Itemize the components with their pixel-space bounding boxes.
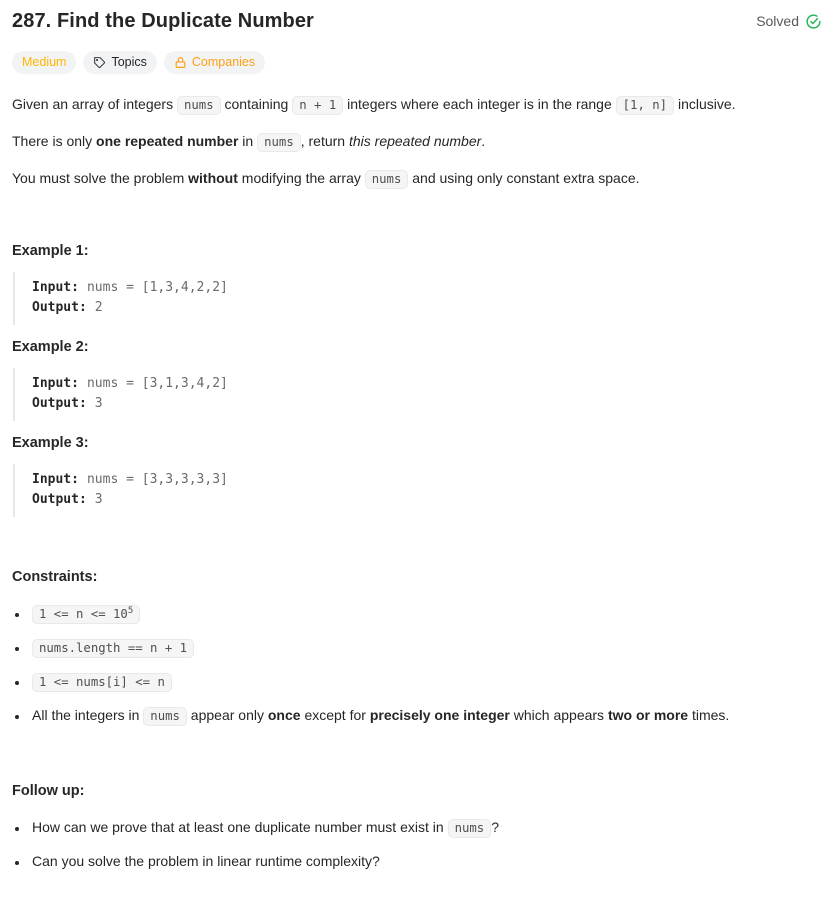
followup-item: • How can we prove that at least one duplicate number must exist in nums ? [29,817,822,838]
example-pre [13,464,822,517]
followup-item: • Can you solve the problem in linear runtime complexity? [29,851,822,872]
followup-list [12,817,822,872]
example-block [12,434,822,517]
inline-code: nums.length == n + 1 [32,639,194,658]
example-pre [13,368,822,421]
inline-code: nums [365,170,409,189]
inline-code: [1, n] [616,96,674,115]
section-gap [12,739,822,782]
example-output-line [32,298,822,318]
section-gap [12,205,822,242]
example-pre [13,272,822,325]
page-title: 287. Find the Duplicate Number [12,10,314,32]
example-output-line [32,394,822,414]
example-heading: Example 1: [12,243,89,259]
input-label: Input: [32,376,79,391]
constraint-item [29,637,822,658]
inline-code: n + 1 [292,96,343,115]
input-label: Input: [32,280,79,295]
constraints-heading: Constraints: [12,569,98,585]
companies-button[interactable] [164,51,265,74]
followup-heading: Follow up: [12,783,85,799]
constraint-item: • All the integers in nums appear only once except for precisely one integer which appears two or more times. [29,705,822,726]
example-input-line [32,278,822,298]
input-label: Input: [32,472,79,487]
example-block [12,242,822,325]
description-paragraph: You must solve the problem without modifying the array nums and using only constant extra space. [12,168,822,189]
topics-label: Topics [111,55,147,69]
example-heading: Example 3: [12,435,89,451]
constraint-item [29,603,822,624]
example-output-line [32,490,822,510]
output-label: Output: [32,492,87,507]
input-value: nums = [1,3,4,2,2] [86,280,228,295]
example-input-line [32,470,822,490]
solved-status[interactable] [756,8,822,34]
input-value: nums = [3,1,3,4,2] [86,376,228,391]
output-value: 3 [94,396,103,411]
inline-code: nums [177,96,221,115]
solved-label: Solved [756,13,799,29]
lock-icon [174,56,187,69]
section-gap [12,530,822,568]
tag-row [12,51,822,74]
topics-button[interactable] [83,51,156,74]
description-paragraph: Given an array of integers nums containing n + 1 integers where each integer is in the range [1, n] inclusive. [12,94,822,115]
output-label: Output: [32,396,87,411]
inline-code: nums [448,819,492,838]
tag-icon [93,56,106,69]
output-label: Output: [32,300,87,315]
input-value: nums = [3,3,3,3,3] [86,472,228,487]
constraint-item [29,671,822,692]
inline-code: nums [143,707,187,726]
inline-code: $1 <= n <= 10^5$ [32,605,140,624]
companies-label: Companies [191,55,256,69]
output-value: 2 [94,300,103,315]
constraints-list [12,603,822,726]
inline-code: 1 <= nums[i] <= n [32,673,172,692]
example-heading: Example 2: [12,339,89,355]
example-input-line [32,374,822,394]
check-circle-icon [805,13,822,30]
header [12,8,822,34]
difficulty-badge[interactable]: Medium [12,51,76,74]
example-block [12,338,822,421]
description-paragraph: There is only one repeated number in nums , return this repeated number. [12,131,822,152]
inline-code: nums [257,133,301,152]
output-value: 3 [94,492,103,507]
